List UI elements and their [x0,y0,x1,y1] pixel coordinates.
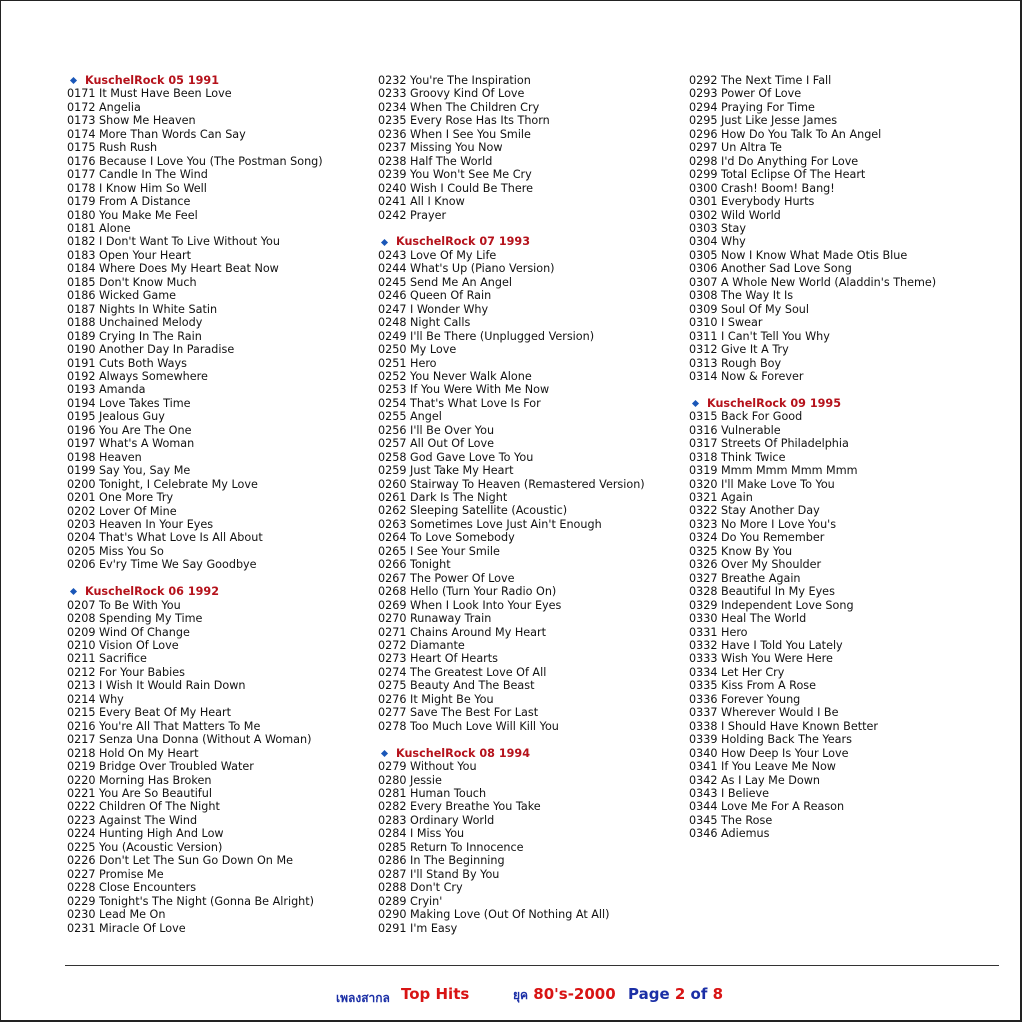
song-entry: 0300 Crash! Boom! Bang! [689,181,835,195]
song-entry: 0343 I Believe [689,787,770,800]
song-entry: 0250 My Love [378,343,457,357]
song-entry: 0260 Stairway To Heaven (Remastered Version) [378,477,645,491]
song-entry: 0268 Hello (Turn Your Radio On) [378,585,557,599]
song-entry: 0238 Half The World [378,154,493,168]
song-entry: 0316 Vulnerable [689,423,781,437]
page-of: of [690,985,708,1003]
song-entry: 0287 I'll Stand By You [378,867,500,881]
song-entry: 0222 Children Of The Night [67,800,220,814]
footer-divider [65,965,999,966]
song-entry: 0266 Tonight [378,558,451,572]
song-entry: 0181 Alone [67,221,131,235]
song-entry: 0267 The Power Of Love [378,571,515,585]
album-heading [378,235,645,248]
song-entry: 0304 Why [689,235,746,249]
song-entry: 0308 The Way It Is [689,289,794,303]
song-entry: 0305 Now I Know What Made Otis Blue [689,248,908,262]
song-entry: 0326 Over My Shoulder [689,558,822,572]
song-entry: 0228 Close Encounters [67,881,197,895]
song-entry: 0193 Amanda [67,383,146,397]
song-entry: 0339 Holding Back The Years [689,733,852,747]
song-entry: 0264 To Love Somebody [378,531,515,545]
song-entry: 0211 Sacrifice [67,652,147,666]
song-entry: 0281 Human Touch [378,786,487,800]
diamond-icon [70,77,77,84]
song-entry: 0321 Again [689,491,753,505]
song-entry: 0245 Send Me An Angel [378,275,512,289]
song-entry: 0265 I See Your Smile [378,544,500,558]
song-entry: 0206 Ev'ry Time We Say Goodbye [67,558,257,572]
song-entry: 0189 Crying In The Rain [67,329,202,343]
song-entry: 0241 All I Know [378,195,465,209]
song-entry: 0285 Return To Innocence [378,840,524,854]
footer-era-range: 80's-2000 [533,985,616,1003]
album-section [378,747,645,935]
song-entry: 0236 When I See You Smile [378,127,531,141]
song-entry: 0340 How Deep Is Your Love [689,746,849,760]
song-entry: 0182 I Don't Want To Live Without You [67,235,280,249]
diamond-icon [70,588,77,595]
song-entry: 0208 Spending My Time [67,612,203,626]
album-title: KuschelRock 09 1995 [707,396,841,410]
song-entry: 0194 Love Takes Time [67,396,191,410]
song-entry: 0318 Think Twice [689,450,786,464]
page-word: Page [628,985,670,1003]
page-total: 8 [712,985,724,1003]
song-entry: 0293 Power Of Love [689,87,802,101]
song-entry: 0177 Candle In The Wind [67,168,208,182]
song-entry: 0312 Give It A Try [689,343,789,357]
song-entry: 0251 Hero [378,356,437,370]
song-entry: 0289 Cryin' [378,894,443,908]
page-footer [1,984,1024,1008]
song-entry: 0191 Cuts Both Ways [67,356,187,370]
song-entry: 0221 You Are So Beautiful [67,787,212,800]
song-entry: 0187 Nights In White Satin [67,302,218,316]
song-entry: 0338 I Should Have Known Better [689,719,878,733]
album-heading [67,74,323,87]
song-entry: 0242 Prayer [378,208,447,222]
song-entry: 0262 Sleeping Satellite (Acoustic) [378,504,568,518]
song-entry: 0256 I'll Be Over You [378,423,495,437]
song-entry: 0286 In The Beginning [378,854,505,868]
song-entry: 0310 I Swear [689,316,763,330]
song-column-1 [67,74,323,935]
album-section [67,585,323,935]
song-entry: 0237 Missing You Now [378,141,503,155]
album-title: KuschelRock 06 1992 [85,585,219,599]
album-heading [378,747,645,760]
song-entry: 0202 Lover Of Mine [67,504,177,518]
song-entry: 0234 When The Children Cry [378,100,540,114]
song-entry: 0269 When I Look Into Your Eyes [378,598,562,612]
album-title: KuschelRock 07 1993 [396,235,530,249]
song-entry: 0180 You Make Me Feel [67,208,198,222]
song-entry: 0303 Stay [689,221,746,235]
song-entry: 0270 Runaway Train [378,612,492,626]
song-entry: 0220 Morning Has Broken [67,773,212,787]
song-entry: 0329 Independent Love Song [689,598,854,612]
song-entry: 0295 Just Like Jesse James [689,114,838,128]
song-entry: 0272 Diamante [378,639,465,653]
song-entry: 0307 A Whole New World (Aladdin's Theme) [689,275,937,289]
song-entry: 0319 Mmm Mmm Mmm Mmm [689,464,858,478]
song-entry: 0198 Heaven [67,450,142,464]
song-entry: 0278 Too Much Love Will Kill You [378,719,559,733]
song-entry: 0332 Have I Told You Lately [689,639,843,653]
song-entry: 0328 Beautiful In My Eyes [689,585,835,599]
song-entry: 0190 Another Day In Paradise [67,343,235,357]
song-entry: 0207 To Be With You [67,598,181,612]
song-entry: 0277 Save The Best For Last [378,706,539,720]
song-entry: 0306 Another Sad Love Song [689,262,852,276]
song-entry: 0252 You Never Walk Alone [378,369,532,383]
album-title: KuschelRock 08 1994 [396,746,530,760]
album-section [67,74,323,572]
song-entry: 0274 The Greatest Love Of All [378,665,547,679]
song-entry: 0188 Unchained Melody [67,316,203,330]
song-entry: 0261 Dark Is The Night [378,491,508,505]
song-entry: 0333 Wish You Were Here [689,652,833,666]
song-entry: 0230 Lead Me On [67,908,166,922]
song-entry: 0203 Heaven In Your Eyes [67,517,214,531]
song-entry: 0212 For Your Babies [67,665,185,679]
song-entry: 0263 Sometimes Love Just Ain't Enough [378,517,602,531]
song-entry: 0219 Bridge Over Troubled Water [67,760,254,774]
song-entry: 0259 Just Take My Heart [378,464,514,478]
song-entry: 0200 Tonight, I Celebrate My Love [67,477,258,491]
footer-top-hits: Top Hits [401,985,470,1003]
song-entry: 0341 If You Leave Me Now [689,760,836,774]
song-entry: 0185 Don't Know Much [67,275,197,289]
song-entry: 0283 Ordinary World [378,813,495,827]
song-entry: 0322 Stay Another Day [689,504,820,518]
song-entry: 0297 Un Altra Te [689,141,782,155]
song-entry: 0226 Don't Let The Sun Go Down On Me [67,854,293,868]
song-entry: 0197 What's A Woman [67,437,195,451]
song-entry: 0292 The Next Time I Fall [689,74,832,87]
song-entry: 0284 I Miss You [378,827,465,841]
footer-thai-label: เพลงสากล [336,991,390,1005]
song-entry: 0296 How Do You Talk To An Angel [689,127,882,141]
song-entry: 0249 I'll Be There (Unplugged Version) [378,329,595,343]
diamond-icon [692,400,699,407]
song-entry: 0216 You're All That Matters To Me [67,719,261,733]
song-entry: 0217 Senza Una Donna (Without A Woman) [67,733,312,747]
song-entry: 0257 All Out Of Love [378,437,494,451]
song-entry: 0346 Adiemus [689,827,770,841]
song-entry: 0235 Every Rose Has Its Thorn [378,114,550,128]
song-entry: 0345 The Rose [689,813,773,827]
song-entry: 0324 Do You Remember [689,531,825,545]
song-entry: 0199 Say You, Say Me [67,464,191,478]
song-entry: 0244 What's Up (Piano Version) [378,262,555,276]
song-entry: 0232 You're The Inspiration [378,74,531,87]
song-entry: 0330 Heal The World [689,612,807,626]
song-entry: 0248 Night Calls [378,316,471,330]
song-entry: 0291 I'm Easy [378,921,458,935]
song-entry: 0298 I'd Do Anything For Love [689,154,859,168]
song-entry: 0233 Groovy Kind Of Love [378,87,525,101]
song-entry: 0311 I Can't Tell You Why [689,329,830,343]
song-entry: 0176 Because I Love You (The Postman Song) [67,154,323,168]
song-entry: 0309 Soul Of My Soul [689,302,810,316]
album-heading [67,585,323,598]
song-entry: 0246 Queen Of Rain [378,289,492,303]
song-entry: 0178 I Know Him So Well [67,181,207,195]
song-entry: 0231 Miracle Of Love [67,921,186,935]
song-entry: 0204 That's What Love Is All About [67,531,263,545]
album-title: KuschelRock 05 1991 [85,74,219,87]
song-entry: 0334 Let Her Cry [689,665,785,679]
song-entry: 0247 I Wonder Why [378,302,489,316]
song-entry: 0327 Breathe Again [689,571,801,585]
song-entry: 0223 Against The Wind [67,813,198,827]
song-entry: 0174 More Than Words Can Say [67,127,246,141]
song-entry: 0218 Hold On My Heart [67,746,199,760]
song-entry: 0171 It Must Have Been Love [67,87,232,101]
song-entry: 0213 I Wish It Would Rain Down [67,679,246,693]
song-entry: 0210 Vision Of Love [67,639,179,653]
song-entry: 0255 Angel [378,410,442,424]
song-entry: 0229 Tonight's The Night (Gonna Be Alright) [67,894,315,908]
song-entry: 0336 Forever Young [689,692,801,706]
song-entry: 0184 Where Does My Heart Beat Now [67,262,279,276]
song-entry: 0186 Wicked Game [67,289,177,303]
song-entry: 0282 Every Breathe You Take [378,800,541,814]
song-entry: 0205 Miss You So [67,544,164,558]
song-entry: 0240 Wish I Could Be There [378,181,533,195]
song-entry: 0299 Total Eclipse Of The Heart [689,168,866,182]
song-entry: 0173 Show Me Heaven [67,114,196,128]
song-entry: 0183 Open Your Heart [67,248,192,262]
song-entry: 0290 Making Love (Out Of Nothing At All) [378,908,610,922]
song-entry: 0196 You Are The One [67,423,192,437]
song-entry: 0227 Promise Me [67,867,164,881]
song-entry: 0201 One More Try [67,491,174,505]
song-entry: 0209 Wind Of Change [67,625,190,639]
page-indicator [628,985,723,1003]
footer-era-thai: ยุค [513,988,529,1002]
song-entry: 0258 God Gave Love To You [378,450,534,464]
album-heading [689,397,936,410]
album-section [689,397,936,841]
song-entry: 0323 No More I Love You's [689,517,837,531]
song-entry: 0179 From A Distance [67,195,191,209]
song-entry: 0273 Heart Of Hearts [378,652,498,666]
album-section [378,235,645,733]
song-entry: 0275 Beauty And The Beast [378,679,535,693]
song-entry: 0313 Rough Boy [689,356,782,370]
song-entry: 0280 Jessie [378,773,442,787]
song-entry: 0175 Rush Rush [67,141,158,155]
song-entry: 0214 Why [67,692,124,706]
song-column-2 [378,74,645,935]
song-entry: 0288 Don't Cry [378,881,463,895]
song-entry: 0325 Know By You [689,544,793,558]
album-section [378,74,645,222]
song-entry: 0271 Chains Around My Heart [378,625,547,639]
song-entry: 0331 Hero [689,625,748,639]
song-entry: 0294 Praying For Time [689,100,815,114]
song-entry: 0315 Back For Good [689,410,803,424]
song-entry: 0254 That's What Love Is For [378,396,541,410]
diamond-icon [381,239,388,246]
page-current: 2 [674,985,686,1003]
song-entry: 0195 Jealous Guy [67,410,165,424]
song-entry: 0320 I'll Make Love To You [689,477,835,491]
song-entry: 0344 Love Me For A Reason [689,800,845,814]
song-entry: 0301 Everybody Hurts [689,195,815,209]
album-section [689,74,936,383]
song-entry: 0342 As I Lay Me Down [689,773,820,787]
song-entry: 0337 Wherever Would I Be [689,706,839,720]
song-entry: 0239 You Won't See Me Cry [378,168,532,182]
song-entry: 0215 Every Beat Of My Heart [67,706,231,720]
song-entry: 0172 Angelia [67,100,141,114]
song-entry: 0279 Without You [378,760,477,774]
footer-era [513,985,616,1005]
song-entry: 0317 Streets Of Philadelphia [689,437,849,451]
song-entry: 0335 Kiss From A Rose [689,679,816,693]
song-entry: 0224 Hunting High And Low [67,827,224,841]
song-column-3 [689,74,936,841]
song-entry: 0243 Love Of My Life [378,248,497,262]
song-entry: 0253 If You Were With Me Now [378,383,550,397]
song-entry: 0192 Always Somewhere [67,369,208,383]
song-entry: 0225 You (Acoustic Version) [67,840,223,854]
song-entry: 0276 It Might Be You [378,692,494,706]
song-entry: 0314 Now & Forever [689,369,804,383]
diamond-icon [381,750,388,757]
song-entry: 0302 Wild World [689,208,781,222]
